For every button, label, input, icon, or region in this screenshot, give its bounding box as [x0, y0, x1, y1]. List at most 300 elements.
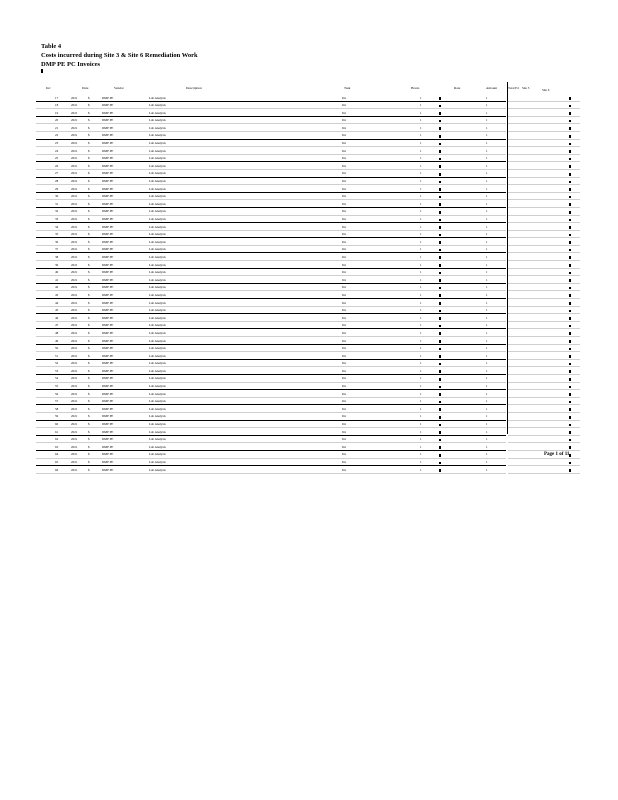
table-cell: 1 [420, 163, 422, 168]
table-row [36, 124, 506, 132]
table-cell: 1 [486, 118, 488, 123]
table-row [36, 345, 506, 353]
totals-row [508, 322, 580, 330]
table-cell: 26 [55, 163, 59, 168]
table-row [36, 352, 506, 360]
table-cell: Lab Analysis [149, 414, 166, 419]
totals-row [508, 117, 580, 125]
table-cell: 1 [486, 156, 488, 161]
table-cell: 22 [55, 133, 59, 138]
table-cell: 1 [486, 414, 488, 419]
table-row [36, 109, 506, 117]
table-row [36, 223, 506, 231]
table-cell: 1 [486, 103, 488, 108]
table-row [36, 299, 506, 307]
table-cell: 1 [486, 95, 488, 100]
table-cell: $ [88, 270, 90, 275]
table-cell: $ [88, 201, 90, 206]
table-cell: Lab Analysis [149, 224, 166, 229]
table-cell: Lab Analysis [149, 209, 166, 214]
totals-row [508, 459, 580, 467]
table-cell: 59 [55, 414, 59, 419]
table-cell: $ [88, 141, 90, 146]
table-cell: Inv [342, 262, 347, 267]
totals-row [508, 162, 580, 170]
table-cell: 1 [486, 285, 488, 290]
table-row [36, 231, 506, 239]
table-cell: Lab Analysis [149, 376, 166, 381]
table-cell: Inv [342, 254, 347, 259]
totals-row [508, 337, 580, 345]
table-cell: Lab Analysis [149, 247, 166, 252]
table-cell: 2021 [71, 254, 78, 259]
table-cell: 1 [420, 110, 422, 115]
column-header: Date [82, 86, 89, 90]
totals-row [508, 405, 580, 413]
table-cell: 1 [486, 452, 488, 457]
table-cell: Inv [342, 414, 347, 419]
table-cell: DMP PE [102, 361, 114, 366]
table-cell: $ [88, 460, 90, 464]
table-cell: Lab Analysis [149, 125, 166, 130]
table-cell: 1 [486, 163, 488, 168]
table-cell: Lab Analysis [149, 391, 166, 396]
table-cell: 2021 [71, 171, 78, 176]
table-cell: 2021 [71, 300, 78, 305]
totals-row [508, 443, 580, 451]
table-cell: 2021 [71, 437, 78, 442]
table-row [36, 375, 506, 383]
table-cell: 2021 [71, 368, 78, 373]
table-cell: 2021 [71, 308, 78, 313]
totals-row [508, 276, 580, 284]
table-cell: 1 [486, 217, 488, 221]
table-cell: $ [88, 209, 90, 214]
table-cell: Lab Analysis [149, 292, 166, 297]
table-cell: $ [88, 323, 90, 328]
table-cell: DMP PE [102, 437, 114, 442]
table-cell: DMP PE [102, 103, 114, 108]
table-cell: 1 [420, 133, 422, 138]
table-cell: $ [88, 262, 90, 267]
table-cell: DMP PE [102, 467, 114, 472]
totals-row [508, 291, 580, 299]
table-cell: Lab Analysis [149, 323, 166, 328]
table-cell: 1 [420, 429, 422, 434]
table-row [36, 322, 506, 330]
table-cell: 1 [486, 368, 488, 373]
totals-row [508, 155, 580, 163]
table-cell: 2021 [71, 247, 78, 252]
table-cell: 18 [55, 103, 59, 108]
table-cell: DMP PE [102, 125, 114, 130]
table-cell: 43 [55, 292, 59, 297]
table-cell: 1 [486, 224, 488, 229]
table-cell: 1 [420, 148, 422, 153]
totals-row [508, 466, 580, 474]
table-cell: DMP PE [102, 330, 114, 335]
table-cell: 50 [55, 346, 59, 351]
table-cell: $ [88, 384, 90, 389]
table-cell: 57 [55, 399, 59, 404]
table-cell: DMP PE [102, 133, 114, 138]
table-cell: 1 [486, 399, 488, 404]
table-cell: DMP PE [102, 224, 114, 229]
table-cell: 2021 [71, 156, 78, 161]
totals-row [508, 140, 580, 148]
table-cell: DMP PE [102, 270, 114, 275]
totals-row [508, 178, 580, 186]
table-cell: 27 [55, 171, 59, 176]
table-cell: Lab Analysis [149, 163, 166, 168]
totals-row [508, 284, 580, 292]
table-cell: 1 [420, 179, 422, 184]
table-cell: Inv [342, 452, 347, 457]
table-cell: 1 [420, 399, 422, 404]
table-cell: $ [88, 179, 90, 184]
table-cell: 32 [55, 209, 59, 214]
totals-row [508, 223, 580, 231]
table-cell: DMP PE [102, 163, 114, 168]
table-cell: DMP PE [102, 232, 114, 237]
table-cell: 1 [420, 125, 422, 130]
table-cell: Inv [342, 186, 347, 191]
table-cell: Lab Analysis [149, 270, 166, 275]
table-header [36, 82, 506, 92]
table-cell: Inv [342, 194, 347, 199]
totals-row [508, 170, 580, 178]
table-row [36, 276, 506, 284]
table-cell: 2021 [71, 444, 78, 449]
table-cell: 1 [420, 171, 422, 176]
table-cell: 64 [55, 452, 59, 457]
table-row [36, 398, 506, 406]
table-cell: 24 [55, 148, 59, 153]
table-cell: Inv [342, 384, 347, 389]
table-cell: $ [88, 110, 90, 115]
table-cell: Inv [342, 376, 347, 381]
table-cell: DMP PE [102, 95, 114, 100]
table-row [36, 132, 506, 140]
table-cell: 63 [55, 444, 59, 449]
table-cell: $ [88, 292, 90, 297]
table-cell: $ [88, 232, 90, 237]
table-row [36, 405, 506, 413]
table-cell: 17 [55, 95, 59, 100]
table-cell: 1 [420, 391, 422, 396]
table-cell: $ [88, 315, 90, 320]
table-cell: DMP PE [102, 156, 114, 161]
table-cell: $ [88, 437, 90, 442]
table-row [36, 337, 506, 345]
totals-row [508, 329, 580, 337]
table-row [36, 200, 506, 208]
table-cell: 1 [420, 118, 422, 123]
table-cell: 1 [486, 171, 488, 176]
table-cell: Lab Analysis [149, 103, 166, 108]
totals-header-label: Total Pd [508, 86, 519, 90]
table-cell: DMP PE [102, 262, 114, 267]
table-row [36, 185, 506, 193]
table-cell: 1 [486, 444, 488, 449]
totals-row [508, 383, 580, 391]
table-row [36, 291, 506, 299]
table-cell: 1 [420, 186, 422, 191]
table-cell: Inv [342, 323, 347, 328]
totals-row [508, 269, 580, 277]
column-header: Rate [454, 86, 461, 90]
table-cell: $ [88, 186, 90, 191]
table-row [36, 253, 506, 261]
table-cell: 41 [55, 277, 59, 282]
table-cell: Inv [342, 338, 347, 343]
table-row [36, 421, 506, 429]
table-cell: 1 [486, 141, 488, 146]
totals-header-label: Site 6 [542, 88, 550, 92]
table-cell: 2021 [71, 141, 78, 146]
totals-row [508, 345, 580, 353]
table-cell: DMP PE [102, 338, 114, 343]
table-cell: $ [88, 163, 90, 168]
table-cell: $ [88, 353, 90, 358]
table-row [36, 269, 506, 277]
totals-row [508, 94, 580, 102]
table-cell: 1 [420, 376, 422, 381]
table-cell: 2021 [71, 133, 78, 138]
table-cell: Inv [342, 141, 347, 146]
totals-row [508, 428, 580, 436]
table-cell: 1 [420, 194, 422, 199]
table-row [36, 307, 506, 315]
table-cell: $ [88, 338, 90, 343]
title-block [41, 42, 198, 69]
column-header: Inv [46, 86, 51, 90]
table-cell: 2021 [71, 422, 78, 427]
table-cell: Lab Analysis [149, 460, 166, 464]
table-cell: 2021 [71, 399, 78, 404]
table-cell: Lab Analysis [149, 141, 166, 146]
table-cell: 1 [420, 201, 422, 206]
table-cell: Lab Analysis [149, 186, 166, 191]
table-cell: Lab Analysis [149, 118, 166, 123]
table-cell: $ [88, 391, 90, 396]
table-cell: 1 [420, 224, 422, 229]
table-cell: 1 [420, 330, 422, 335]
table-cell: 29 [55, 186, 59, 191]
table-cell: 1 [420, 156, 422, 161]
table-cell: 1 [420, 414, 422, 419]
table-cell: 51 [55, 353, 59, 358]
table-cell: 2021 [71, 292, 78, 297]
table-cell: 21 [55, 125, 59, 130]
table-cell: $ [88, 125, 90, 130]
marker [41, 69, 43, 73]
table-cell: 2021 [71, 361, 78, 366]
table-cell: Lab Analysis [149, 194, 166, 199]
table-cell: DMP PE [102, 209, 114, 214]
table-cell: DMP PE [102, 422, 114, 427]
table-cell: 44 [55, 300, 59, 305]
table-cell: Inv [342, 437, 347, 442]
table-cell: Lab Analysis [149, 133, 166, 138]
table-cell: Lab Analysis [149, 156, 166, 161]
table-cell: 1 [486, 460, 488, 464]
table-cell: Inv [342, 232, 347, 237]
table-cell: DMP PE [102, 247, 114, 252]
table-cell: Inv [342, 330, 347, 335]
table-cell: $ [88, 95, 90, 100]
table-cell: Inv [342, 148, 347, 153]
table-cell: 1 [420, 95, 422, 100]
table-cell: Inv [342, 406, 347, 411]
table-cell: 1 [420, 460, 422, 464]
table-cell: 2021 [71, 148, 78, 153]
table-cell: Lab Analysis [149, 171, 166, 176]
table-cell: Inv [342, 217, 347, 221]
table-cell: $ [88, 133, 90, 138]
table-row [36, 155, 506, 163]
table-cell: 2021 [71, 163, 78, 168]
table-cell: Inv [342, 444, 347, 449]
table-cell: Lab Analysis [149, 384, 166, 389]
table-cell: Inv [342, 209, 347, 214]
table-cell: DMP PE [102, 110, 114, 115]
table-cell: 1 [486, 323, 488, 328]
table-cell: $ [88, 368, 90, 373]
table-cell: 52 [55, 361, 59, 366]
table-cell: 31 [55, 201, 59, 206]
table-cell: 62 [55, 437, 59, 442]
table-cell: $ [88, 247, 90, 252]
table-row [36, 216, 506, 224]
table-cell: Inv [342, 156, 347, 161]
table-cell: 20 [55, 118, 59, 123]
table-cell: $ [88, 103, 90, 108]
table-row [36, 367, 506, 375]
table-cell: 2021 [71, 467, 78, 472]
table-cell: DMP PE [102, 391, 114, 396]
table-cell: 1 [486, 315, 488, 320]
table-cell: 2021 [71, 95, 78, 100]
table-cell: 1 [420, 270, 422, 275]
table-row [36, 208, 506, 216]
table-cell: 2021 [71, 315, 78, 320]
table-cell: Lab Analysis [149, 368, 166, 373]
table-cell: 1 [486, 110, 488, 115]
table-cell: 25 [55, 156, 59, 161]
table-cell: DMP PE [102, 315, 114, 320]
table-cell: 66 [55, 467, 59, 472]
table-cell: 2021 [71, 346, 78, 351]
table-cell: 1 [486, 133, 488, 138]
table-cell: 1 [420, 346, 422, 351]
table-cell: DMP PE [102, 194, 114, 199]
table-cell: 2021 [71, 270, 78, 275]
totals-row [508, 360, 580, 368]
table-cell: 38 [55, 254, 59, 259]
table-row [36, 329, 506, 337]
totals-body [508, 94, 580, 474]
table-cell: $ [88, 422, 90, 427]
table-cell: Lab Analysis [149, 346, 166, 351]
table-body [36, 94, 506, 474]
column-header: Task [344, 86, 351, 90]
table-row [36, 413, 506, 421]
column-header: Description [186, 86, 202, 90]
table-cell: Inv [342, 308, 347, 313]
table-cell: Inv [342, 163, 347, 168]
table-row [36, 451, 506, 459]
table-cell: Inv [342, 125, 347, 130]
table-cell: Lab Analysis [149, 95, 166, 100]
table-cell: 2021 [71, 125, 78, 130]
table-cell: 2021 [71, 103, 78, 108]
table-cell: Inv [342, 239, 347, 244]
table-cell: 1 [420, 217, 422, 221]
table-cell: 2021 [71, 194, 78, 199]
totals-row [508, 390, 580, 398]
table-cell: 1 [420, 239, 422, 244]
table-cell: 1 [420, 323, 422, 328]
table-cell: Lab Analysis [149, 338, 166, 343]
table-cell: DMP PE [102, 444, 114, 449]
table-cell: Lab Analysis [149, 467, 166, 472]
table-cell: $ [88, 156, 90, 161]
table-cell: 1 [486, 338, 488, 343]
table-cell: 1 [486, 406, 488, 411]
totals-row [508, 193, 580, 201]
table-row [36, 94, 506, 102]
table-cell: $ [88, 118, 90, 123]
table-cell: DMP PE [102, 429, 114, 434]
table-row [36, 140, 506, 148]
table-cell: 1 [486, 247, 488, 252]
table-cell: Inv [342, 179, 347, 184]
table-row [36, 390, 506, 398]
table-cell: Inv [342, 315, 347, 320]
table-cell: $ [88, 414, 90, 419]
table-cell: 1 [486, 239, 488, 244]
table-cell: DMP PE [102, 399, 114, 404]
table-cell: $ [88, 239, 90, 244]
table-cell: 1 [486, 292, 488, 297]
table-row [36, 246, 506, 254]
table-cell: 2021 [71, 429, 78, 434]
table-row [36, 284, 506, 292]
table-cell: 1 [486, 300, 488, 305]
column-header: Amount [486, 86, 498, 90]
table-cell: 1 [420, 277, 422, 282]
table-cell: 1 [420, 232, 422, 237]
table-cell: $ [88, 444, 90, 449]
table-cell: 1 [486, 262, 488, 267]
table-row [36, 314, 506, 322]
table-cell: 1 [486, 209, 488, 214]
table-cell: 1 [486, 361, 488, 366]
table-cell: 1 [486, 201, 488, 206]
totals-row [508, 307, 580, 315]
table-cell: 28 [55, 179, 59, 184]
totals-row [508, 109, 580, 117]
invoice-table [36, 82, 506, 472]
table-cell: 1 [486, 148, 488, 153]
table-cell: 1 [420, 141, 422, 146]
table-row [36, 162, 506, 170]
table-cell: Lab Analysis [149, 308, 166, 313]
table-cell: $ [88, 330, 90, 335]
table-cell: Lab Analysis [149, 201, 166, 206]
totals-row [508, 375, 580, 383]
